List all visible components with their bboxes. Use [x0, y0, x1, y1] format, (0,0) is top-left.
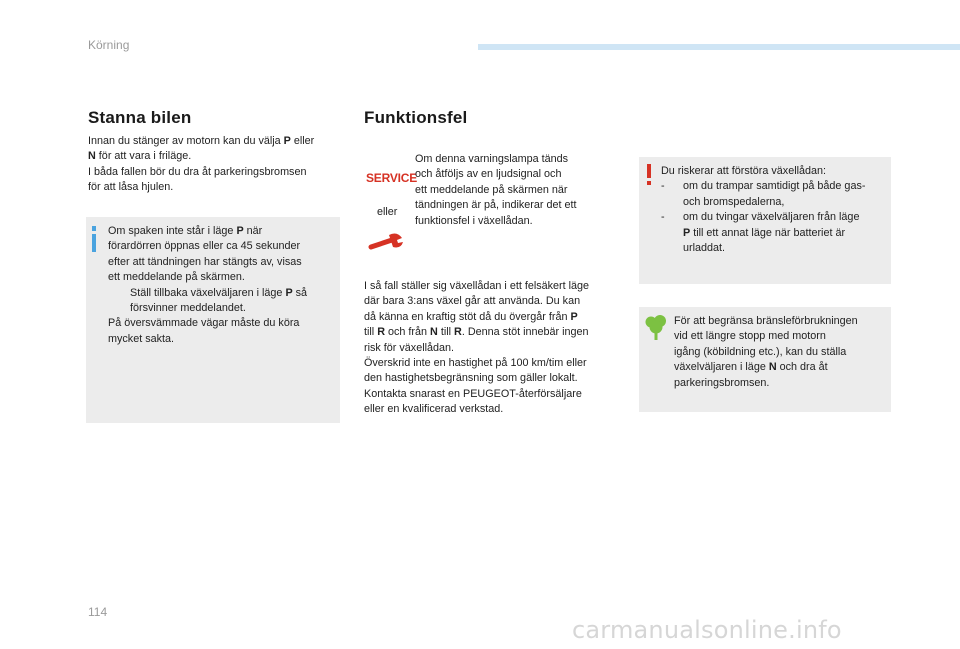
text-line: parkeringsbromsen. — [674, 376, 770, 389]
info-bar-icon — [92, 226, 97, 252]
bullet-symbol — [108, 286, 130, 317]
text-line: försvinner meddelandet. — [130, 302, 246, 315]
info-note-after — [108, 316, 336, 347]
warning-item-text — [683, 210, 859, 256]
text-line: om du tvingar växelväljaren från läge — [683, 211, 860, 224]
dash-mark: - — [661, 180, 665, 193]
warning-item — [661, 210, 889, 256]
text-line: På översvämmade vägar måste du köra — [108, 317, 300, 330]
watermark: carmanualsonline.info — [572, 616, 842, 644]
left-intro — [88, 134, 338, 196]
text-line: Överskrid inte en hastighet på 100 km/tim eller — [364, 357, 587, 370]
lamp-description — [415, 152, 615, 229]
text-line: vid ett längre stopp med motorn — [674, 330, 826, 343]
text-line: För att begränsa bränsleförbrukningen — [674, 315, 858, 327]
text-line: eller en kvalificerad verkstad. — [364, 403, 504, 416]
text-line: igång (köbildning etc.), kan du ställa — [674, 345, 847, 358]
warning-items — [661, 179, 889, 256]
text-line: då känna en kraftig stöt då du övergår från P — [364, 310, 578, 323]
text-line: förardörren öppnas eller ca 45 sekunder — [108, 240, 301, 253]
text-line: I så fall ställer sig växellådan i ett felsäkert läge — [364, 280, 590, 292]
text-line: funktionsfel i växellådan. — [415, 214, 533, 227]
bullet-text — [130, 286, 307, 317]
warning-item — [661, 179, 889, 210]
eco-note-box — [639, 307, 891, 412]
eco-note-text — [674, 314, 889, 391]
eco-tree-icon — [645, 314, 667, 340]
info-note-lines — [108, 224, 336, 286]
text-line: ett meddelande på skärmen när — [415, 183, 568, 196]
page-number: 114 — [88, 605, 108, 619]
text-line: N för att vara i friläge. — [88, 150, 192, 163]
text-line: och åtföljs av en ljudsignal och — [415, 168, 562, 181]
header-bar — [478, 44, 960, 50]
text-line: Kontakta snarast en PEUGEOT-återförsäljare — [364, 387, 582, 400]
info-note-box — [86, 217, 340, 423]
text-line: mycket sakta. — [108, 332, 174, 345]
text-line: tändningen är på, indikerar det ett — [415, 199, 577, 212]
text-line: efter att tändningen har stängts av, visas — [108, 255, 302, 268]
text-line: risk för växellådan. — [364, 341, 455, 354]
text-line: till R och från N till R. Denna stöt innebär ingen — [364, 326, 589, 339]
text-line: Om denna varningslampa tänds — [415, 153, 569, 165]
section-label: Körning — [88, 38, 130, 52]
service-warning-lamp: SERVICE — [366, 171, 418, 185]
text-line: Innan du stänger av motorn kan du välja P eller — [88, 135, 315, 147]
warning-exclamation-icon — [646, 164, 652, 186]
middle-body — [364, 279, 624, 418]
text-line: om du trampar samtidigt på både gas- — [683, 180, 866, 193]
warning-item-text — [683, 179, 865, 210]
text-line: urladdat. — [683, 242, 726, 255]
wrench-icon — [367, 232, 407, 252]
text-line: för att låsa hjulen. — [88, 181, 174, 194]
warning-intro: Du riskerar att förstöra växellådan: — [661, 165, 827, 177]
text-line: där bara 3:ans växel går att använda. Du kan — [364, 295, 581, 308]
text-line: ett meddelande på skärmen. — [108, 271, 245, 284]
text-line: I båda fallen bör du dra åt parkeringsbromsen — [88, 165, 307, 178]
text-line: växelväljaren i läge N och dra åt — [674, 361, 828, 374]
text-line: Ställ tillbaka växelväljaren i läge P så — [130, 286, 308, 299]
text-line: P till ett annat läge när batteriet är — [683, 226, 846, 239]
info-note-bullet — [108, 286, 336, 317]
text-line: den hastighetsbegränsning som gäller lokalt. — [364, 372, 578, 385]
dash-mark: - — [661, 211, 665, 224]
left-title: Stanna bilen — [88, 108, 192, 127]
text-line: Om spaken inte står i läge P när — [108, 225, 263, 237]
text-line: och bromspedalerna, — [683, 195, 785, 208]
or-label: eller — [377, 206, 398, 218]
middle-title: Funktionsfel — [364, 108, 468, 127]
warning-note-box — [639, 157, 891, 284]
